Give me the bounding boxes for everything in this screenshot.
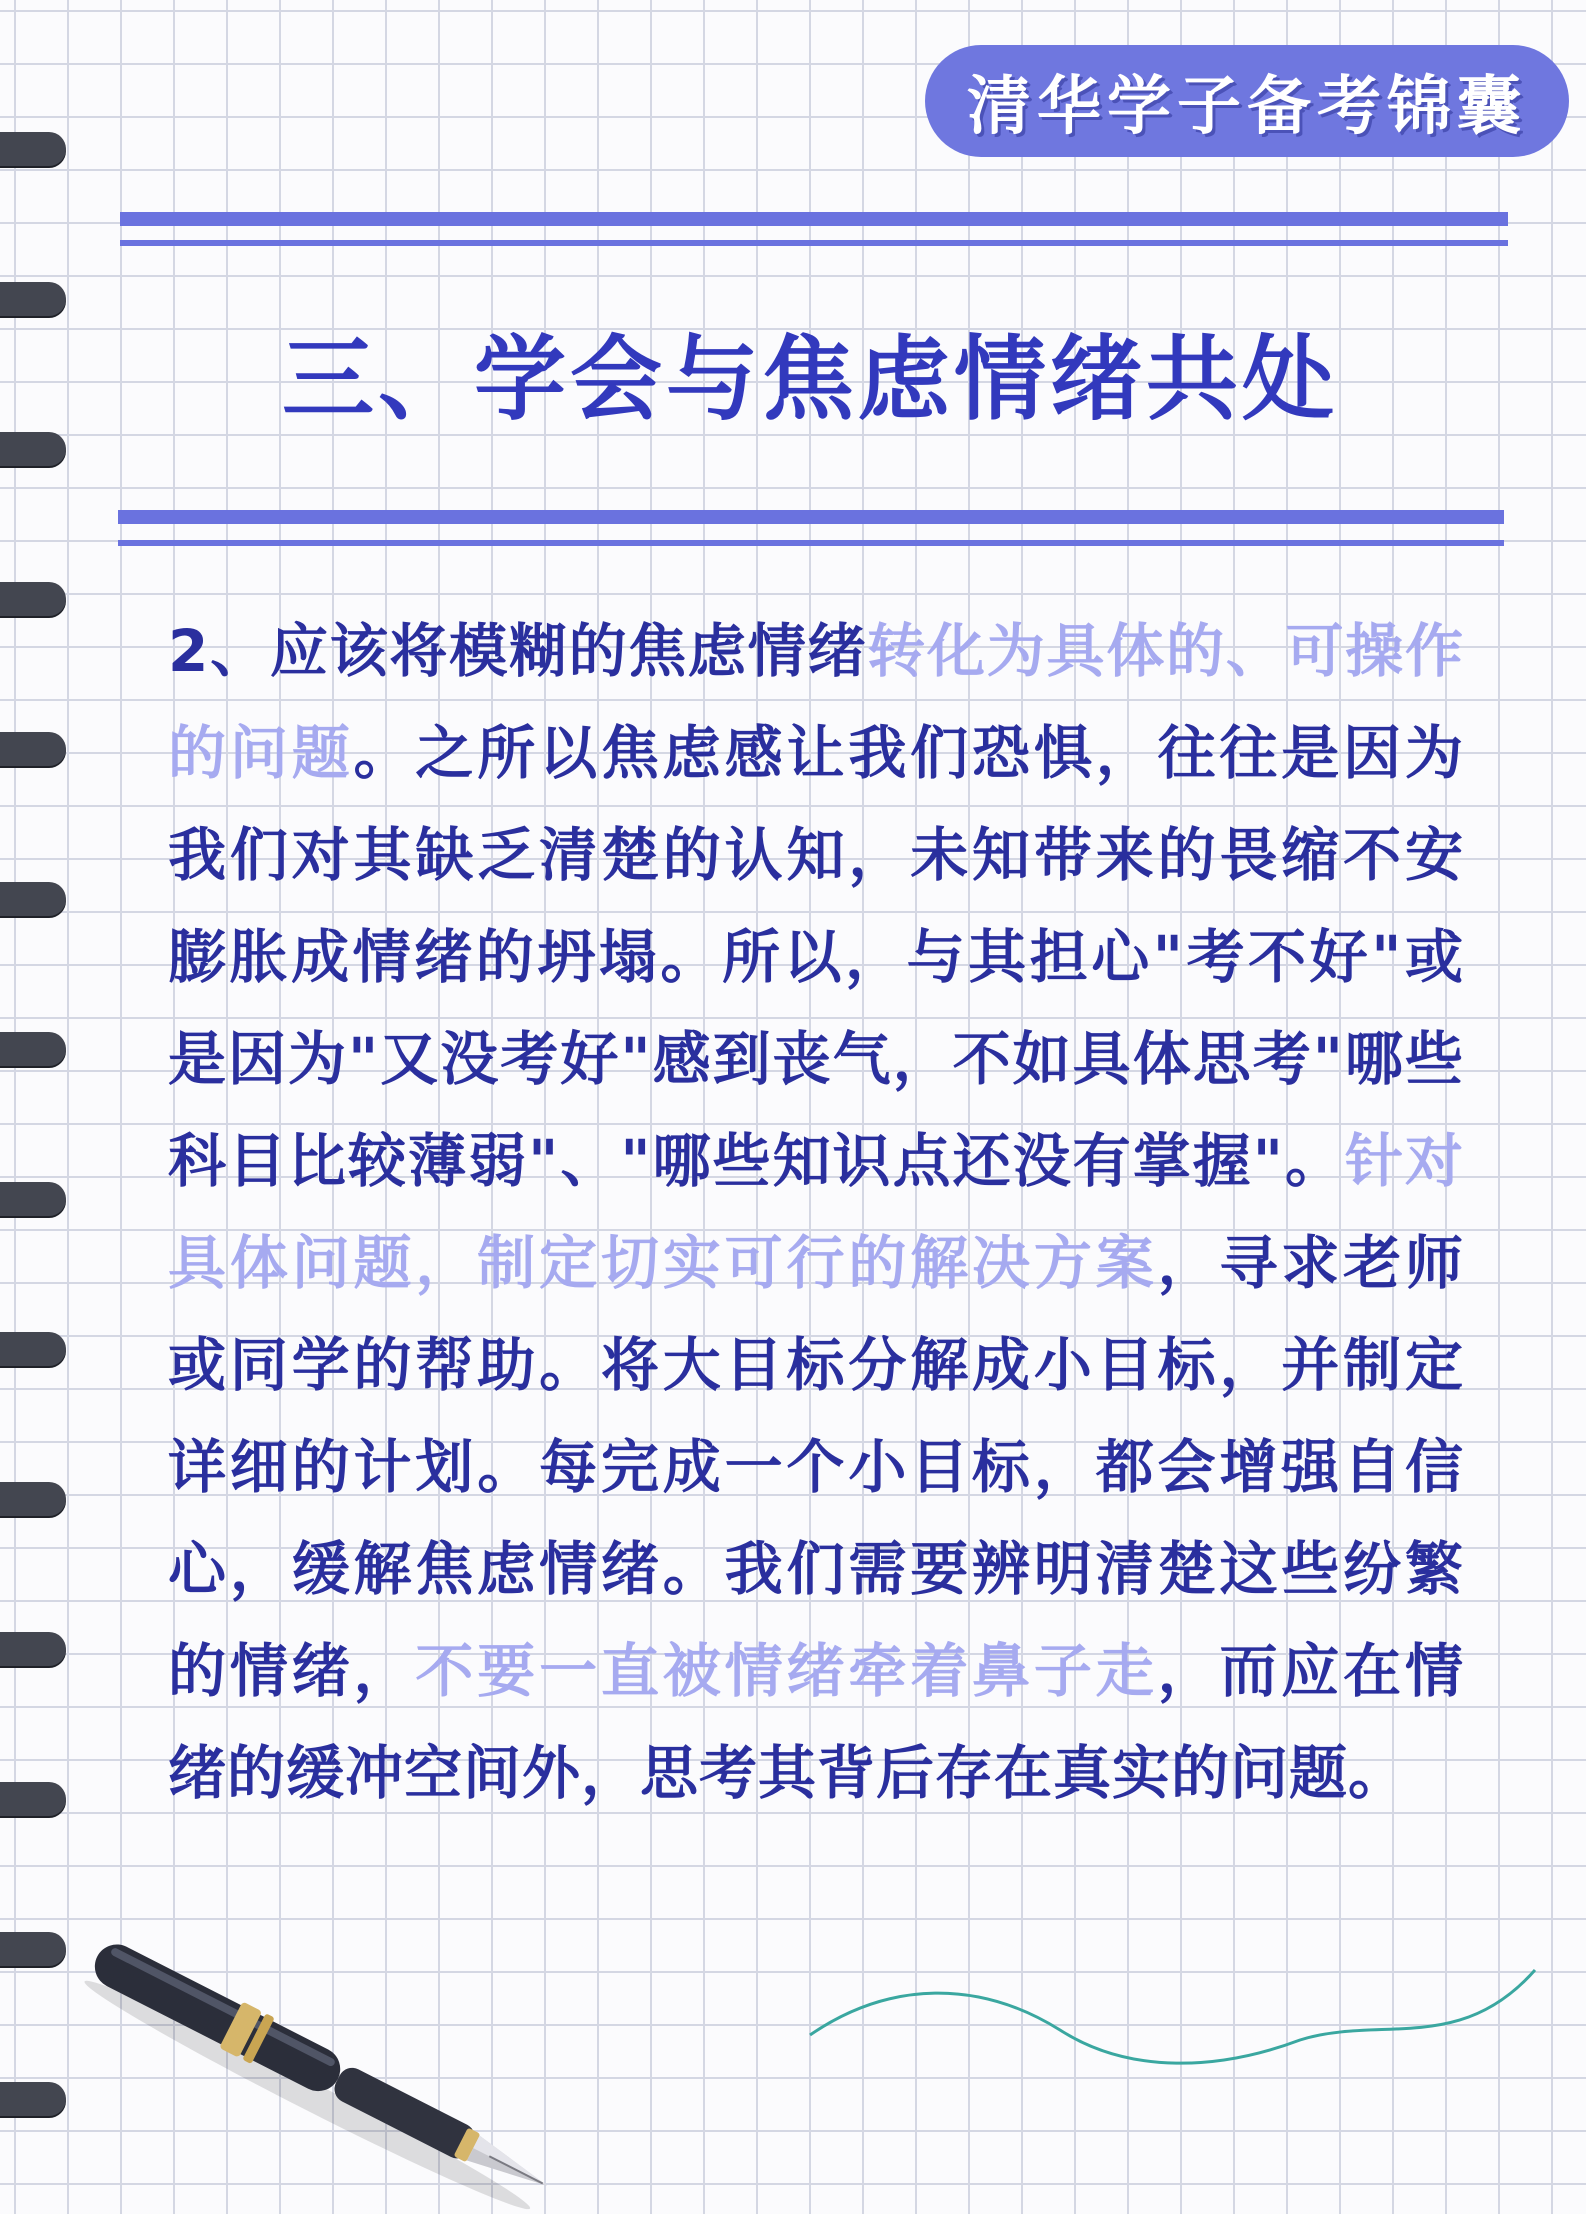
- bottom-rule-thin: [118, 540, 1504, 546]
- body-paragraph: [168, 600, 1464, 1824]
- highlight-phrase: 针对具体问题，制定切实可行的解决方案: [168, 1127, 1464, 1297]
- fountain-pen-icon: [40, 1930, 600, 2210]
- binding-ring: [0, 882, 66, 916]
- binding-ring: [0, 432, 66, 466]
- section-heading: 三、学会与焦虑情绪共处: [281, 326, 1338, 433]
- body-text-segment: 2、应该将模糊的焦虑情绪: [168, 617, 868, 685]
- spiral-binding: [0, 0, 90, 2214]
- top-rule-thick: [120, 212, 1508, 226]
- binding-ring: [0, 1182, 66, 1216]
- decorative-wave: [800, 1960, 1540, 2100]
- binding-ring: [0, 1632, 66, 1666]
- bottom-rule-thick: [118, 510, 1504, 524]
- binding-ring: [0, 1782, 66, 1816]
- body-text-segment: ，寻求老师或同学的帮助。将大目标分解成小目标，并制定详细的计划。每完成一个小目标，都会增强自信心，缓解焦虑情绪。我们需要辨明清楚这些纷繁的情绪，: [168, 1229, 1464, 1705]
- highlight-phrase: 转化为具体的、可操作的问题: [168, 617, 1464, 787]
- top-rule-thin: [120, 240, 1508, 246]
- binding-ring: [0, 282, 66, 316]
- binding-ring: [0, 132, 66, 166]
- series-badge: 清华学子备考锦囊: [925, 45, 1569, 157]
- binding-ring: [0, 1332, 66, 1366]
- body-text-segment: ，而应在情绪的缓冲空间外，思考其背后存在真实的问题。: [168, 1637, 1464, 1807]
- body-text-segment: 。之所以焦虑感让我们恐惧，往往是因为我们对其缺乏清楚的认知，未知带来的畏缩不安膨胀成情绪的坍塌。所以，与其担心"考不好"或是因为"又没考好"感到丧气，不如具体思考"哪些科目比较薄弱"、"哪些知识点还没有掌握"。: [168, 719, 1464, 1195]
- binding-ring: [0, 732, 66, 766]
- binding-ring: [0, 1482, 66, 1516]
- highlight-phrase: 不要一直被情绪牵着鼻子走: [415, 1637, 1158, 1705]
- binding-ring: [0, 1032, 66, 1066]
- binding-ring: [0, 582, 66, 616]
